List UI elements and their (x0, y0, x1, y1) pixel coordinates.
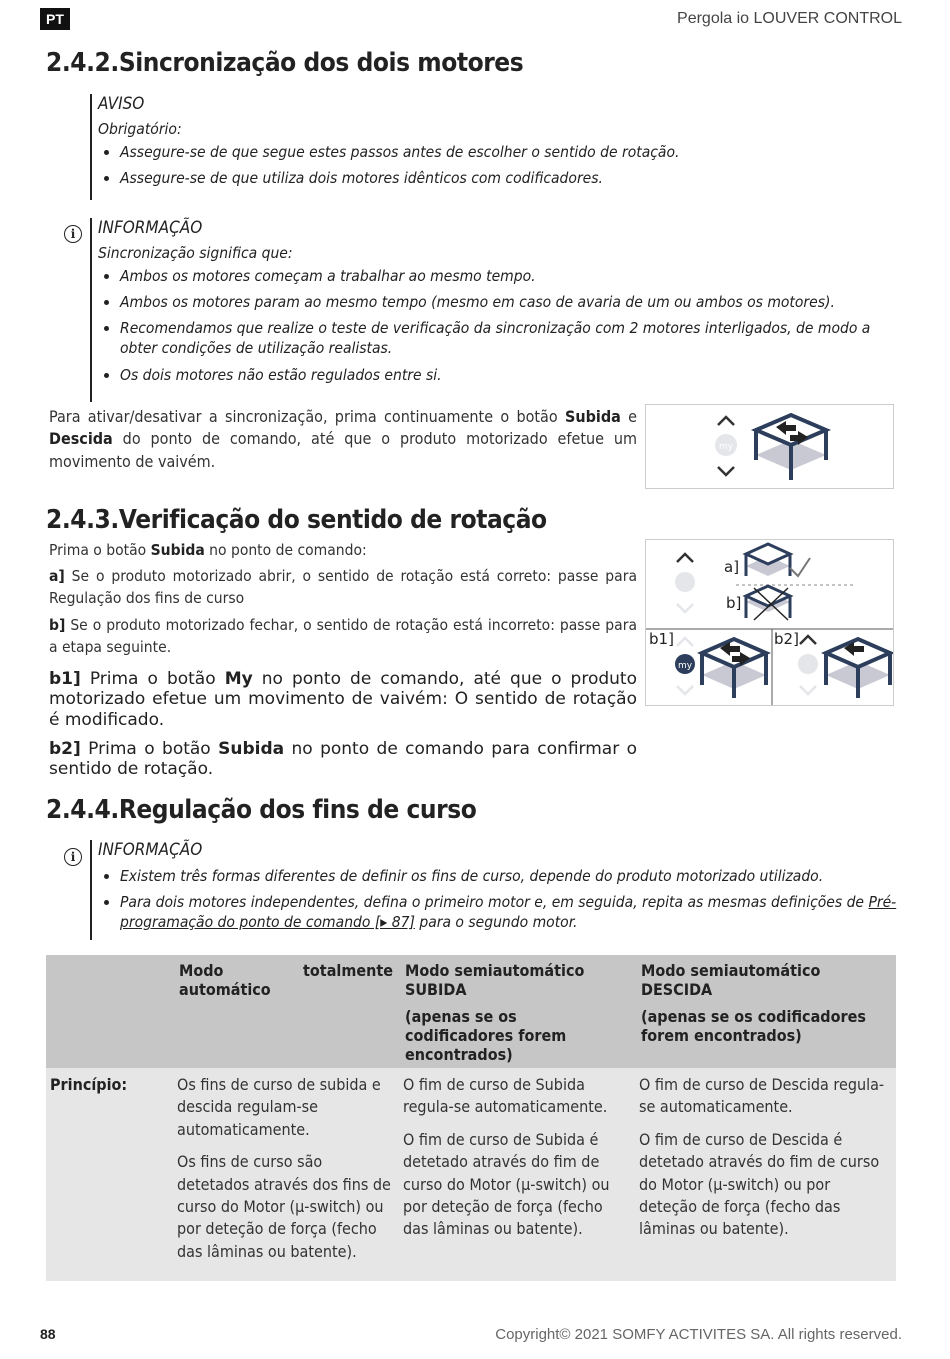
step-b2: b2] Prima o botão Subida no ponto de comando para confirmar o sentido de rotação. (49, 739, 637, 780)
info-item: • Recomendamos que realize o teste de verificação da sincronização com 2 motores interligados, de modo a obter condições de utilização realistas. (120, 318, 898, 358)
table-header-cell: Modo semiautomático SUBIDA (apenas se os codificadores forem encontrados) (399, 955, 635, 1068)
info-item: • Os dois motores não estão regulados entre si. (120, 365, 898, 385)
table-cell: O fim de curso de Subida regula-se automaticamente. O fim de curso de Subida é detetado através do fim de curso do Motor (μ-switch) ou por deteção de força (fecho das lâminas ou batente). (399, 1068, 635, 1281)
step-b1: b1] Prima o botão My no ponto de comando, até que o produto motorizado efetue um movimento de vaivém: O sentido de rotação é modificado. (49, 669, 637, 730)
page-number: 88 (40, 1326, 56, 1342)
my-label-2: my (677, 661, 693, 671)
my-label: my (718, 442, 734, 452)
table-header-row (46, 955, 896, 1068)
rotation-illustration (646, 540, 893, 705)
fig-label-b2: b2] (774, 630, 799, 648)
row-label: Princípio: (46, 1068, 173, 1281)
table-cell: O fim de curso de Descida regula-se automaticamente. O fim de curso de Descida é detetado através do fim de curso do Motor (μ-switch) ou por deteção de força (fecho das lâminas ou batente). (635, 1068, 896, 1281)
table-cell: Os fins de curso de subida e descida regulam-se automaticamente. Os fins de curso são detetados através dos fins de curso do Motor (μ-switch) ou por deteção de força (fecho das lâminas ou batente). (173, 1068, 399, 1281)
warning-box (90, 94, 898, 200)
info-icon: i (64, 848, 82, 866)
warning-intro: Obrigatório: (98, 120, 182, 138)
step-b: b] Se o produto motorizado fechar, o sentido de rotação está incorreto: passe para a etapa seguinte. (49, 616, 637, 656)
info-item: • Para dois motores independentes, defina o primeiro motor e, em seguida, repita as mesmas definições de Pré-programação do ponto de comando [▸ 87] para o segundo motor. (120, 892, 898, 932)
preprogramming-link[interactable]: Pré-programação do ponto de comando [▸ 87] (120, 893, 897, 932)
table-row (46, 1068, 896, 1281)
info-box-limits (90, 840, 898, 940)
sync-paragraph: Para ativar/desativar a sincronização, prima continuamente o botão Subida e Descida do ponto de comando, até que o produto motorizado efetue um movimento de vaivém. (49, 407, 637, 471)
warning-list (98, 142, 898, 188)
sync-illustration (646, 405, 893, 488)
language-badge: PT (40, 8, 70, 30)
fig-label-a: a] (724, 558, 740, 576)
rotation-figure (645, 539, 894, 706)
info-item: • Existem três formas diferentes de definir os fins de curso, depende do produto motorizado utilizado. (120, 866, 898, 886)
info-list (98, 866, 898, 932)
sync-figure (645, 404, 894, 489)
info-icon: i (64, 225, 82, 243)
info-intro: Sincronização significa que: (98, 244, 293, 262)
info-list (98, 266, 898, 385)
section-title-2-4-3: 2.4.3.Verificação do sentido de rotação (46, 505, 547, 535)
info-label: INFORMAÇÃO (98, 218, 203, 238)
info-label: INFORMAÇÃO (98, 840, 203, 860)
copyright: Copyright© 2021 SOMFY ACTIVITES SA. All rights reserved. (495, 1326, 902, 1343)
limits-mode-table (46, 955, 896, 1281)
rotation-intro: Prima o botão Subida no ponto de comando: (49, 541, 367, 559)
section-title-2-4-2: 2.4.2.Sincronização dos dois motores (46, 48, 524, 78)
warning-item: • Assegure-se de que utiliza dois motores idênticos com codificadores. (120, 168, 898, 188)
table-header-cell: Modo semiautomático DESCIDA (apenas se os codificadores forem encontrados) (635, 955, 896, 1068)
info-item: • Ambos os motores param ao mesmo tempo (mesmo em caso de avaria de um ou ambos os motores). (120, 292, 898, 312)
step-a: a] Se o produto motorizado abrir, o sentido de rotação está correto: passe para Regulação dos fins de curso (49, 567, 637, 607)
info-item: • Ambos os motores começam a trabalhar ao mesmo tempo. (120, 266, 898, 286)
fig-label-b1: b1] (649, 630, 674, 648)
document-title: Pergola io LOUVER CONTROL (677, 10, 902, 27)
table-header-cell (46, 955, 173, 1068)
info-box (90, 218, 898, 402)
section-title-2-4-4: 2.4.4.Regulação dos fins de curso (46, 795, 477, 825)
warning-label: AVISO (98, 94, 145, 114)
fig-label-b: b] (726, 594, 742, 612)
table-header-cell: Modo totalmente automático (173, 955, 399, 1068)
warning-item: • Assegure-se de que segue estes passos antes de escolher o sentido de rotação. (120, 142, 898, 162)
